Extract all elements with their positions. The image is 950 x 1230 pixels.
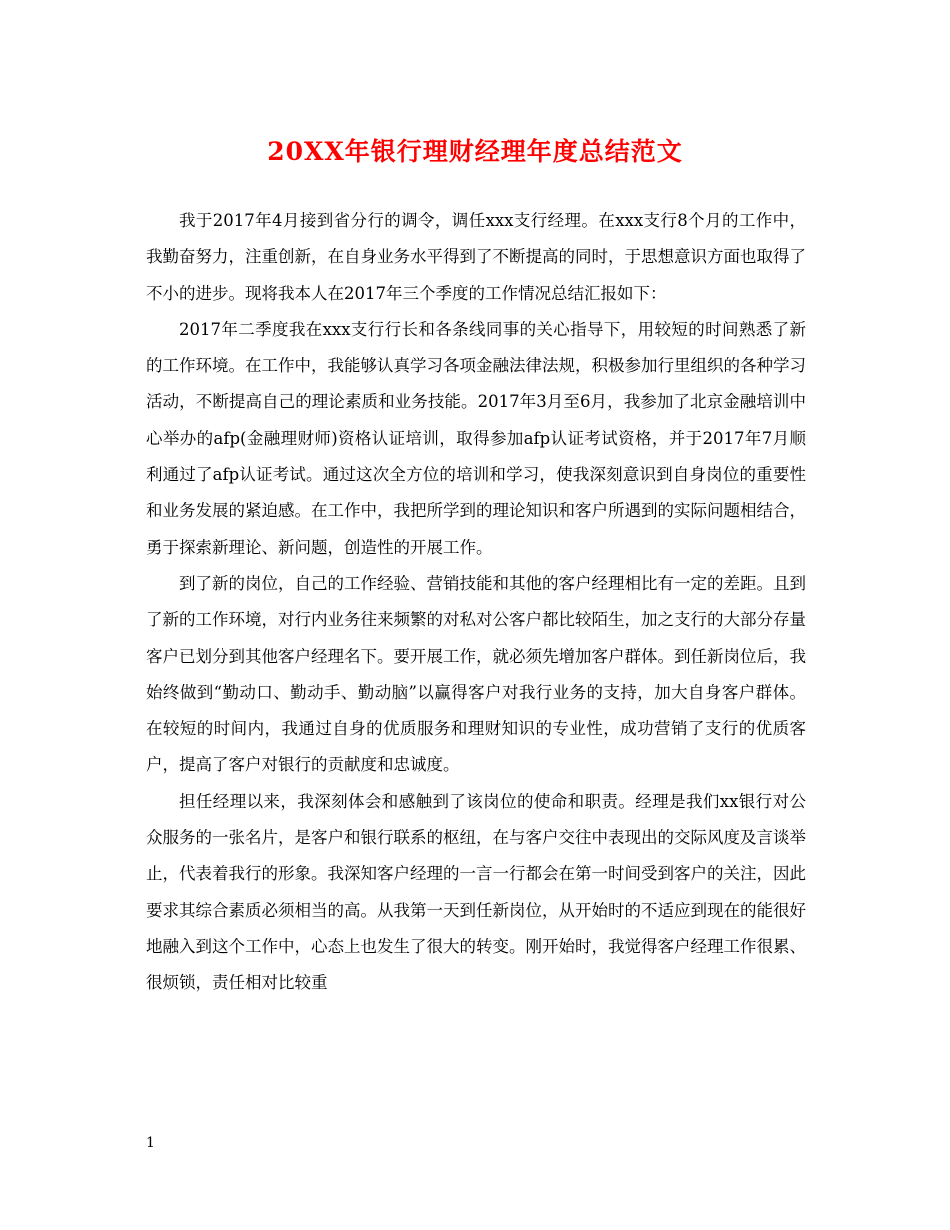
paragraph: 到了新的岗位，自己的工作经验、营销技能和其他的客户经理相比有一定的差距。且到了新的工作环境，对行内业务往来频繁的对私对公客户都比较陌生，加之支行的大部分存量客户已划分到其他客户经理名下。要开展工作，就必须先增加客户群体。到任新岗位后，我始终做到“勤动口、勤动手、勤动脑”以赢得客户对我行业务的支持，加大自身客户群体。在较短的时间内，我通过自身的优质服务和理财知识的专业性，成功营销了支行的优质客户，提高了客户对银行的贡献度和忠诚度。 xyxy=(146,573,806,775)
paragraph: 2017年二季度我在xxx支行行长和各条线同事的关心指导下，用较短的时间熟悉了新的工作环境。在工作中，我能够认真学习各项金融法律法规，积极参加行里组织的各种学习活动，不断提高自己的理论素质和业务技能。2017年3月至6月，我参加了北京金融培训中心举办的afp(金融理财师)资格认证培训，取得参加afp认证考试资格，并于2017年7月顺利通过了afp认证考试。通过这次全方位的培训和学习，使我深刻意识到自身岗位的重要性和业务发展的紧迫感。在工作中，我把所学到的理论知识和客户所遇到的实际问题相结合，勇于探索新理论、新问题，创造性的开展工作。 xyxy=(146,319,806,557)
paragraph: 我于2017年4月接到省分行的调令，调任xxx支行经理。在xxx支行8个月的工作中，我勤奋努力，注重创新，在自身业务水平得到了不断提高的同时，于思想意识方面也取得了不小的进步。现将我本人在2017年三个季度的工作情况总结汇报如下： xyxy=(146,211,806,303)
page-number: 1 xyxy=(146,1135,155,1151)
document-body xyxy=(146,203,806,1002)
document-title: 20XX年银行理财经理年度总结范文 xyxy=(267,137,683,166)
paragraph: 担任经理以来，我深刻体会和感触到了该岗位的使命和职责。经理是我们xx银行对公众服务的一张名片，是客户和银行联系的枢纽，在与客户交往中表现出的交际风度及言谈举止，代表着我行的形象。我深知客户经理的一言一行都会在第一时间受到客户的关注，因此要求其综合素质必须相当的高。从我第一天到任新岗位，从开始时的不适应到现在的能很好地融入到这个工作中，心态上也发生了很大的转变。刚开始时，我觉得客户经理工作很累、很烦锁，责任相对比较重 xyxy=(146,791,806,993)
